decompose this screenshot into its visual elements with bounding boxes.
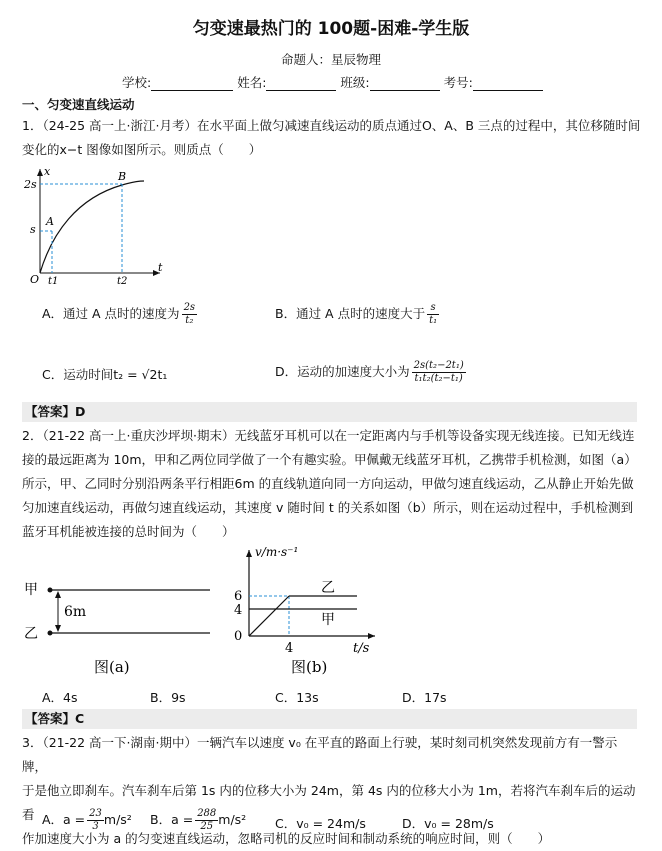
question-1-stem — [22, 114, 642, 162]
name-label: 姓名: — [237, 75, 267, 90]
q2-option-d[interactable]: D．17s — [402, 690, 447, 705]
q1-line2: 变化的x−t 图像如图所示。则质点（ ） — [22, 142, 262, 157]
q2-yi-accel-line — [249, 596, 289, 636]
q2-figb-jia: 甲 — [321, 612, 335, 628]
question-2-stem — [22, 424, 642, 544]
q1-label-t2: t2 — [117, 276, 128, 285]
q1-label-s: s — [30, 223, 36, 236]
q1-x-axis-arrow-icon — [37, 169, 43, 176]
class-blank[interactable] — [370, 77, 440, 91]
q1-label-A: A — [46, 215, 54, 228]
q1-line1: 1．（24-25 高一上·浙江·月考）在水平面上做匀减速直线运动的质点通过O、A、B 三点的过程中，其位移随时间 — [22, 118, 641, 133]
q2-t-axis-arrow-icon — [368, 633, 375, 639]
exam-no-label: 考号: — [443, 75, 473, 90]
q2-figure-a — [22, 572, 212, 680]
page-title: 匀变速最热门的 100题-困难-学生版 — [192, 19, 470, 39]
q2-figa-caption: 图(a) — [94, 658, 130, 676]
q2-distance-arrow-down-icon — [55, 625, 61, 632]
q1-xt-graph — [22, 163, 172, 285]
q1-answer: 【答案】D — [22, 402, 637, 422]
q1-label-2s: 2s — [24, 178, 37, 191]
q2-yi-dot-icon — [48, 631, 53, 636]
q2-figa-yi: 乙 — [24, 626, 38, 642]
q1-label-t1: t1 — [48, 276, 59, 285]
q1-label-origin: O — [30, 273, 40, 285]
q2-figb-caption: 图(b) — [291, 658, 328, 676]
q2-figb-yi: 乙 — [321, 580, 335, 596]
q3-option-d[interactable]: D．v₀ = 28m/s — [402, 816, 494, 831]
q2-figb-t-label: t/s — [353, 641, 370, 656]
q2-figure-b — [225, 540, 385, 680]
q2-answer: 【答案】C — [22, 709, 637, 729]
q1-option-b[interactable]: B．通过 A 点时的速度大于 $\frac{s}{\text{t₁}}$ — [275, 302, 438, 326]
q1-option-d[interactable]: D．运动的加速度大小为 $\frac{\text{2s(t₂−2t₁)}}{\text{t₁t₂(t₂−t₁)}}$ — [275, 360, 464, 384]
class-label: 班级: — [340, 75, 370, 90]
q3-option-b-fraction: $\frac{288}{25}$ — [197, 808, 217, 832]
q2-figa-distance: 6m — [64, 604, 87, 620]
q1-label-B: B — [118, 170, 127, 183]
q2-option-a[interactable]: A．4s — [42, 690, 78, 705]
school-label: 学校: — [122, 75, 152, 90]
q2-line2: 接的最远距离为 10m，甲和乙两位同学做了一个有趣实验。甲佩戴无线蓝牙耳机，乙携带手机检测，如图（a） — [22, 452, 637, 467]
question-3-stem — [22, 731, 642, 851]
q2-line3: 所示，甲、乙同时分别沿两条平行相距6m 的直线轨道向同一方向运动，甲做匀速直线运动，乙从静止开始先做 — [22, 476, 634, 491]
author-line: 命题人：星辰物理 — [280, 52, 381, 67]
q2-figb-v-label: v/m·s⁻¹ — [255, 545, 299, 559]
q1-option-d-fraction: $\frac{\text{2s(t₂−2t₁)}}{\text{t₁t₂(t₂−t₁)}}$ — [413, 360, 464, 384]
q1-option-a-fraction: $\frac{2s}{\text{t₂}}$ — [183, 302, 196, 326]
q3-line1: 3．（21-22 高一下·湖南·期中）一辆汽车以速度 v₀ 在平直的路面上行驶，某时刻司机突然发现前方有一警示牌， — [22, 735, 618, 774]
q3-option-b[interactable]: B．a = $\frac{288}{25}$ m/s² — [150, 808, 247, 832]
q2-option-c[interactable]: C．13s — [275, 690, 319, 705]
q2-v-axis-arrow-icon — [246, 550, 252, 557]
q2-tick-4: 4 — [234, 603, 243, 618]
q2-line4: 匀加速直线运动，再做匀速直线运动，其速度 v 随时间 t 的关系如图（b）所示，则在运动过程中，手机检测到 — [22, 500, 634, 515]
q1-curve — [40, 181, 144, 273]
q1-option-b-fraction: $\frac{s}{\text{t₁}}$ — [429, 302, 438, 326]
q3-option-a-fraction: $\frac{23}{3}$ — [89, 808, 102, 832]
q3-option-c[interactable]: C．v₀ = 24m/s — [275, 816, 366, 831]
q1-label-x: x — [44, 165, 51, 178]
q3-line2: 于是他立即刹车。汽车刹车后第 1s 内的位移大小为 24m，第 4s 内的位移大小为 1m，若将汽车刹车后的运动看 — [22, 783, 636, 822]
q2-distance-arrow-up-icon — [55, 591, 61, 598]
q2-tick-6: 6 — [234, 589, 243, 604]
q1-option-c[interactable]: C．运动时间t₂ = √2t₁ — [42, 367, 168, 382]
q3-option-a[interactable]: A．a = $\frac{23}{3}$ m/s² — [42, 808, 132, 832]
q2-option-b[interactable]: B．9s — [150, 690, 186, 705]
student-info-row — [122, 73, 543, 91]
q2-figa-jia: 甲 — [24, 582, 38, 598]
exam-no-blank[interactable] — [473, 77, 543, 91]
q3-line3: 作加速度大小为 a 的匀变速直线运动，忽略司机的反应时间和制动系统的响应时间，则（ ） — [22, 831, 551, 846]
q1-label-t: t — [158, 261, 163, 274]
q1-option-a[interactable]: A．通过 A 点时的速度为 $\frac{2s}{\text{t₂}}$ — [42, 302, 196, 326]
name-blank[interactable] — [266, 77, 336, 91]
q2-jia-dot-icon — [48, 588, 53, 593]
q2-line5: 蓝牙耳机能被连接的总时间为（ ） — [22, 524, 235, 539]
q2-tick-0: 0 — [234, 629, 243, 644]
section-heading: 一、匀变速直线运动 — [22, 97, 135, 112]
school-blank[interactable] — [151, 77, 233, 91]
q2-xtick-4: 4 — [285, 641, 294, 656]
q2-line1: 2．（21-22 高一上·重庆沙坪坝·期末）无线蓝牙耳机可以在一定距离内与手机等设备实现无线连接。已知无线连 — [22, 428, 635, 443]
